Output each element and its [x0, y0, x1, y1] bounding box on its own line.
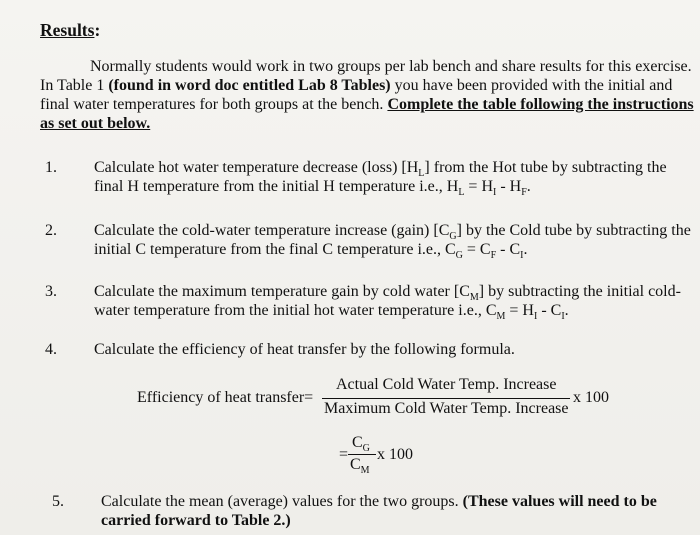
fraction-bar — [322, 398, 570, 399]
item-number: 5. — [52, 493, 64, 510]
item-text: Calculate the mean (average) values for the two groups. (These values will need to be carried forward to Table 2.) — [101, 493, 657, 529]
item-text: Calculate the cold-water temperature increase (gain) $[C_G]$ by the Cold tube by subtracting the initial C temperature from the final C temperature i.e., $C_G = C_F - C_I$. — [94, 222, 691, 262]
formula-multiplier-2: x 100 — [377, 446, 413, 463]
item-number: 2. — [45, 222, 57, 239]
formula-numerator-2: $C_G$ — [352, 434, 370, 455]
intro-paragraph: Normally students would work in two groups per lab bench and share results for this exercise. In Table 1 (found in word doc entitled Lab 8 Tables) you have been provided with the initial and final water temperatures for both groups at the bench. Complete the table following the instructions as set out below. — [40, 58, 694, 132]
formula-lhs: Efficiency of heat transfer= — [137, 389, 314, 406]
item-text: Calculate hot water temperature decrease (loss) $[H_L]$ from the Hot tube by subtracting the final H temperature from the initial H temperature i.e., $H_L = H_I - H_F$. — [94, 159, 667, 199]
item-text: Calculate the efficiency of heat transfer by the following formula. — [94, 341, 515, 358]
formula-denominator: Maximum Cold Water Temp. Increase — [324, 400, 569, 417]
formula-equals: = — [339, 446, 349, 463]
item-text: Calculate the maximum temperature gain by cold water $[C_M]$ by subtracting the initial cold-water temperature from the initial hot water temperature i.e., $C_M = H_I - C_I$. — [94, 283, 681, 323]
item-number: 4. — [45, 341, 57, 358]
table-reference: (found in word doc entitled Lab 8 Tables) — [108, 77, 391, 94]
formula-numerator: Actual Cold Water Temp. Increase — [336, 376, 557, 393]
instruction-emphasis: Complete the table following the instructions as set out below. — [40, 96, 694, 132]
results-heading: Results: — [40, 20, 101, 40]
formula-multiplier: x 100 — [573, 389, 609, 406]
item-number: 3. — [45, 283, 57, 300]
formula-denominator-2: $C_M$ — [350, 456, 370, 477]
item-number: 1. — [45, 159, 57, 176]
fraction-bar-2 — [348, 454, 376, 455]
